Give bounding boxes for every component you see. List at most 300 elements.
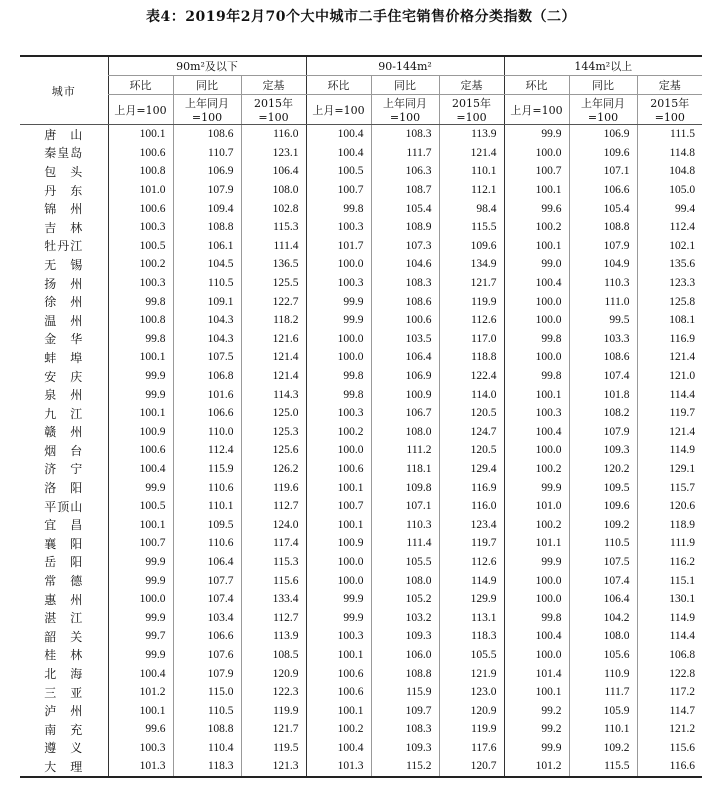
table-row bbox=[20, 757, 702, 777]
index-value: 116.0 bbox=[439, 497, 504, 516]
index-value: 115.7 bbox=[637, 478, 702, 497]
index-value: 99.9 bbox=[504, 125, 569, 144]
index-value: 109.3 bbox=[569, 441, 637, 460]
city-name: 牡丹江 bbox=[44, 239, 84, 254]
index-value: 100.0 bbox=[504, 292, 569, 311]
table-row bbox=[20, 274, 702, 293]
table-row bbox=[20, 627, 702, 646]
index-value: 115.6 bbox=[241, 571, 306, 590]
index-value: 100.0 bbox=[306, 553, 371, 572]
table-row bbox=[20, 497, 702, 516]
table-row bbox=[20, 515, 702, 534]
index-value: 123.3 bbox=[637, 274, 702, 293]
index-value: 100.0 bbox=[306, 571, 371, 590]
index-value: 100.2 bbox=[504, 460, 569, 479]
table-row bbox=[20, 144, 702, 163]
index-value: 99.0 bbox=[504, 255, 569, 274]
city-name: 襄 阳 bbox=[44, 536, 84, 551]
table-row bbox=[20, 292, 702, 311]
index-value: 107.3 bbox=[371, 237, 439, 256]
city-name: 唐 山 bbox=[44, 127, 84, 142]
index-value: 102.1 bbox=[637, 237, 702, 256]
index-value: 100.3 bbox=[306, 627, 371, 646]
index-value: 99.8 bbox=[306, 367, 371, 386]
city-name: 北 海 bbox=[44, 667, 84, 682]
index-value: 110.5 bbox=[569, 534, 637, 553]
index-value: 110.5 bbox=[173, 701, 241, 720]
index-value: 101.0 bbox=[504, 497, 569, 516]
index-value: 125.8 bbox=[637, 292, 702, 311]
city-name: 吉 林 bbox=[44, 220, 84, 235]
index-value: 99.9 bbox=[504, 739, 569, 758]
index-value: 123.4 bbox=[439, 515, 504, 534]
index-value: 114.0 bbox=[439, 385, 504, 404]
index-value: 99.8 bbox=[108, 330, 173, 349]
index-value: 115.0 bbox=[173, 683, 241, 702]
index-value: 108.8 bbox=[173, 218, 241, 237]
index-value: 100.8 bbox=[108, 162, 173, 181]
index-value: 110.5 bbox=[173, 274, 241, 293]
index-value: 99.9 bbox=[108, 646, 173, 665]
base-prev-year: 上年同月=100 bbox=[569, 95, 637, 125]
index-value: 100.5 bbox=[108, 497, 173, 516]
table-row bbox=[20, 311, 702, 330]
index-value: 100.0 bbox=[306, 348, 371, 367]
index-value: 99.9 bbox=[108, 367, 173, 386]
index-value: 110.6 bbox=[173, 534, 241, 553]
city-name: 温 州 bbox=[44, 313, 84, 328]
index-value: 99.9 bbox=[108, 608, 173, 627]
index-value: 119.9 bbox=[439, 292, 504, 311]
index-value: 99.6 bbox=[504, 199, 569, 218]
index-value: 105.2 bbox=[371, 590, 439, 609]
index-value: 99.8 bbox=[504, 608, 569, 627]
index-value: 107.6 bbox=[173, 646, 241, 665]
index-value: 99.8 bbox=[504, 367, 569, 386]
base-2015: 2015年=100 bbox=[637, 95, 702, 125]
index-value: 105.4 bbox=[371, 199, 439, 218]
index-value: 114.9 bbox=[637, 608, 702, 627]
index-value: 100.5 bbox=[108, 237, 173, 256]
index-value: 106.4 bbox=[371, 348, 439, 367]
index-value: 101.1 bbox=[504, 534, 569, 553]
index-value: 112.6 bbox=[439, 553, 504, 572]
table-row bbox=[20, 348, 702, 367]
index-value: 101.6 bbox=[173, 385, 241, 404]
index-value: 101.3 bbox=[306, 757, 371, 777]
index-value: 108.0 bbox=[241, 181, 306, 200]
index-value: 106.4 bbox=[173, 553, 241, 572]
index-value: 110.3 bbox=[371, 515, 439, 534]
index-value: 106.7 bbox=[371, 404, 439, 423]
index-value: 121.7 bbox=[241, 720, 306, 739]
metric-mom: 环比 bbox=[504, 76, 569, 95]
table-row bbox=[20, 199, 702, 218]
index-value: 108.6 bbox=[173, 125, 241, 144]
index-value: 100.4 bbox=[108, 460, 173, 479]
index-value: 108.6 bbox=[371, 292, 439, 311]
index-value: 100.4 bbox=[306, 125, 371, 144]
index-value: 119.7 bbox=[439, 534, 504, 553]
table-row bbox=[20, 162, 702, 181]
index-value: 106.1 bbox=[173, 237, 241, 256]
index-value: 105.0 bbox=[637, 181, 702, 200]
city-name: 锦 州 bbox=[44, 202, 84, 217]
index-value: 110.4 bbox=[173, 739, 241, 758]
city-name: 徐 州 bbox=[44, 295, 84, 310]
index-value: 111.9 bbox=[637, 534, 702, 553]
index-value: 99.7 bbox=[108, 627, 173, 646]
index-value: 110.3 bbox=[569, 274, 637, 293]
table-row bbox=[20, 608, 702, 627]
index-value: 113.1 bbox=[439, 608, 504, 627]
index-value: 99.9 bbox=[504, 478, 569, 497]
index-value: 100.1 bbox=[306, 701, 371, 720]
index-value: 116.9 bbox=[637, 330, 702, 349]
price-index-table bbox=[20, 55, 702, 778]
index-value: 101.8 bbox=[569, 385, 637, 404]
index-value: 100.4 bbox=[504, 627, 569, 646]
index-value: 100.7 bbox=[306, 497, 371, 516]
index-value: 116.2 bbox=[637, 553, 702, 572]
index-value: 105.5 bbox=[439, 646, 504, 665]
city-name: 秦皇岛 bbox=[44, 146, 84, 161]
index-value: 106.4 bbox=[569, 590, 637, 609]
index-value: 100.0 bbox=[504, 590, 569, 609]
index-value: 114.8 bbox=[637, 144, 702, 163]
index-value: 106.9 bbox=[569, 125, 637, 144]
index-value: 106.4 bbox=[241, 162, 306, 181]
city-name: 泉 州 bbox=[44, 388, 84, 403]
table-row bbox=[20, 571, 702, 590]
index-value: 101.2 bbox=[504, 757, 569, 777]
index-value: 120.6 bbox=[637, 497, 702, 516]
index-value: 100.3 bbox=[306, 218, 371, 237]
index-value: 101.4 bbox=[504, 664, 569, 683]
index-value: 120.5 bbox=[439, 404, 504, 423]
city-name: 湛 江 bbox=[44, 611, 84, 626]
group-header-medium: 90-144m² bbox=[306, 56, 504, 76]
table-row bbox=[20, 125, 702, 144]
index-value: 109.2 bbox=[569, 515, 637, 534]
table-row bbox=[20, 478, 702, 497]
index-value: 108.8 bbox=[173, 720, 241, 739]
index-value: 100.4 bbox=[306, 144, 371, 163]
index-value: 99.9 bbox=[306, 608, 371, 627]
table-row bbox=[20, 441, 702, 460]
index-value: 110.9 bbox=[569, 664, 637, 683]
index-value: 100.3 bbox=[306, 274, 371, 293]
table-body bbox=[20, 125, 702, 777]
index-value: 100.0 bbox=[306, 330, 371, 349]
index-value: 104.6 bbox=[371, 255, 439, 274]
index-value: 107.1 bbox=[569, 162, 637, 181]
index-value: 114.4 bbox=[637, 627, 702, 646]
index-value: 125.5 bbox=[241, 274, 306, 293]
index-value: 135.6 bbox=[637, 255, 702, 274]
index-value: 100.6 bbox=[371, 311, 439, 330]
index-value: 108.0 bbox=[371, 571, 439, 590]
table-row bbox=[20, 460, 702, 479]
index-value: 106.3 bbox=[371, 162, 439, 181]
index-value: 121.7 bbox=[439, 274, 504, 293]
index-value: 119.9 bbox=[241, 701, 306, 720]
index-value: 112.1 bbox=[439, 181, 504, 200]
index-value: 121.4 bbox=[241, 348, 306, 367]
index-value: 108.0 bbox=[371, 423, 439, 442]
index-value: 100.6 bbox=[306, 664, 371, 683]
index-value: 100.3 bbox=[108, 739, 173, 758]
index-value: 115.3 bbox=[241, 218, 306, 237]
index-value: 109.5 bbox=[173, 515, 241, 534]
index-value: 100.2 bbox=[504, 515, 569, 534]
index-value: 103.2 bbox=[371, 608, 439, 627]
index-value: 100.0 bbox=[108, 590, 173, 609]
index-value: 111.2 bbox=[371, 441, 439, 460]
index-value: 104.8 bbox=[637, 162, 702, 181]
index-value: 125.6 bbox=[241, 441, 306, 460]
index-value: 108.8 bbox=[569, 218, 637, 237]
index-value: 99.8 bbox=[306, 199, 371, 218]
table-row bbox=[20, 367, 702, 386]
index-value: 100.2 bbox=[306, 423, 371, 442]
index-value: 124.0 bbox=[241, 515, 306, 534]
index-value: 100.1 bbox=[504, 237, 569, 256]
index-value: 113.9 bbox=[439, 125, 504, 144]
index-value: 121.6 bbox=[241, 330, 306, 349]
index-value: 100.6 bbox=[108, 144, 173, 163]
index-value: 107.5 bbox=[173, 348, 241, 367]
index-value: 110.6 bbox=[173, 478, 241, 497]
table-row bbox=[20, 255, 702, 274]
table-row bbox=[20, 237, 702, 256]
index-value: 107.9 bbox=[173, 181, 241, 200]
index-value: 110.1 bbox=[173, 497, 241, 516]
index-value: 109.3 bbox=[371, 627, 439, 646]
index-value: 99.9 bbox=[306, 590, 371, 609]
index-value: 100.4 bbox=[504, 274, 569, 293]
index-value: 101.2 bbox=[108, 683, 173, 702]
index-value: 115.9 bbox=[173, 460, 241, 479]
index-value: 118.9 bbox=[637, 515, 702, 534]
index-value: 99.9 bbox=[108, 478, 173, 497]
table-row bbox=[20, 553, 702, 572]
index-value: 113.9 bbox=[241, 627, 306, 646]
index-value: 121.4 bbox=[439, 144, 504, 163]
index-value: 118.2 bbox=[241, 311, 306, 330]
index-value: 108.6 bbox=[569, 348, 637, 367]
index-value: 123.1 bbox=[241, 144, 306, 163]
city-name: 包 头 bbox=[44, 164, 84, 179]
table-row bbox=[20, 181, 702, 200]
index-value: 108.1 bbox=[637, 311, 702, 330]
city-name: 泸 州 bbox=[44, 704, 84, 719]
index-value: 108.9 bbox=[371, 218, 439, 237]
base-prev-month: 上月=100 bbox=[504, 95, 569, 125]
index-value: 106.6 bbox=[569, 181, 637, 200]
index-value: 118.3 bbox=[173, 757, 241, 777]
index-value: 120.7 bbox=[439, 757, 504, 777]
index-value: 100.2 bbox=[108, 255, 173, 274]
index-value: 99.5 bbox=[569, 311, 637, 330]
index-value: 100.1 bbox=[108, 348, 173, 367]
table-title: 表4：2019年2月70个大中城市二手住宅销售价格分类指数（二） bbox=[146, 9, 576, 25]
index-value: 110.1 bbox=[439, 162, 504, 181]
city-name: 南 充 bbox=[44, 722, 84, 737]
metric-mom: 环比 bbox=[306, 76, 371, 95]
index-value: 99.9 bbox=[108, 385, 173, 404]
index-value: 120.9 bbox=[439, 701, 504, 720]
index-value: 100.9 bbox=[306, 534, 371, 553]
index-value: 108.0 bbox=[569, 627, 637, 646]
table-row bbox=[20, 404, 702, 423]
metric-fixed-base: 定基 bbox=[439, 76, 504, 95]
metric-yoy: 同比 bbox=[371, 76, 439, 95]
base-prev-year: 上年同月=100 bbox=[173, 95, 241, 125]
index-value: 107.4 bbox=[569, 571, 637, 590]
index-value: 99.8 bbox=[504, 330, 569, 349]
index-value: 100.6 bbox=[306, 683, 371, 702]
index-value: 103.4 bbox=[173, 608, 241, 627]
index-value: 104.5 bbox=[173, 255, 241, 274]
index-value: 109.4 bbox=[173, 199, 241, 218]
index-value: 111.4 bbox=[371, 534, 439, 553]
index-value: 118.8 bbox=[439, 348, 504, 367]
index-value: 99.2 bbox=[504, 701, 569, 720]
index-value: 110.0 bbox=[173, 423, 241, 442]
city-name: 烟 台 bbox=[44, 443, 84, 458]
index-value: 99.9 bbox=[108, 553, 173, 572]
index-value: 129.4 bbox=[439, 460, 504, 479]
index-value: 107.5 bbox=[569, 553, 637, 572]
index-value: 122.3 bbox=[241, 683, 306, 702]
city-name: 平顶山 bbox=[44, 499, 84, 514]
table-row bbox=[20, 664, 702, 683]
city-name: 三 亚 bbox=[44, 685, 84, 700]
index-value: 119.6 bbox=[241, 478, 306, 497]
index-value: 109.6 bbox=[569, 144, 637, 163]
index-value: 101.3 bbox=[108, 757, 173, 777]
index-value: 99.9 bbox=[306, 311, 371, 330]
index-value: 129.9 bbox=[439, 590, 504, 609]
index-value: 104.2 bbox=[569, 608, 637, 627]
table-row bbox=[20, 534, 702, 553]
index-value: 119.7 bbox=[637, 404, 702, 423]
index-value: 107.4 bbox=[173, 590, 241, 609]
city-name: 常 德 bbox=[44, 574, 84, 589]
index-value: 108.3 bbox=[371, 125, 439, 144]
index-value: 115.2 bbox=[371, 757, 439, 777]
index-value: 103.3 bbox=[569, 330, 637, 349]
table-row bbox=[20, 646, 702, 665]
index-value: 100.2 bbox=[306, 720, 371, 739]
index-value: 100.9 bbox=[108, 423, 173, 442]
index-value: 112.7 bbox=[241, 497, 306, 516]
index-value: 107.1 bbox=[371, 497, 439, 516]
metric-fixed-base: 定基 bbox=[241, 76, 306, 95]
index-value: 100.1 bbox=[306, 646, 371, 665]
city-name: 安 庆 bbox=[44, 369, 84, 384]
index-value: 122.4 bbox=[439, 367, 504, 386]
index-value: 106.8 bbox=[637, 646, 702, 665]
index-value: 125.3 bbox=[241, 423, 306, 442]
index-value: 100.7 bbox=[504, 162, 569, 181]
city-name: 无 锡 bbox=[44, 257, 84, 272]
index-value: 108.7 bbox=[371, 181, 439, 200]
index-value: 125.0 bbox=[241, 404, 306, 423]
index-value: 99.2 bbox=[504, 720, 569, 739]
index-value: 100.1 bbox=[504, 181, 569, 200]
index-value: 120.5 bbox=[439, 441, 504, 460]
index-value: 100.0 bbox=[504, 646, 569, 665]
index-value: 116.0 bbox=[241, 125, 306, 144]
index-value: 109.7 bbox=[371, 701, 439, 720]
index-value: 122.8 bbox=[637, 664, 702, 683]
index-value: 111.7 bbox=[371, 144, 439, 163]
base-2015: 2015年=100 bbox=[439, 95, 504, 125]
base-prev-month: 上月=100 bbox=[108, 95, 173, 125]
index-value: 106.0 bbox=[371, 646, 439, 665]
index-value: 117.0 bbox=[439, 330, 504, 349]
index-value: 102.8 bbox=[241, 199, 306, 218]
index-value: 107.9 bbox=[569, 423, 637, 442]
index-value: 109.6 bbox=[569, 497, 637, 516]
index-value: 109.2 bbox=[569, 739, 637, 758]
index-value: 100.3 bbox=[504, 404, 569, 423]
index-value: 136.5 bbox=[241, 255, 306, 274]
table-row bbox=[20, 701, 702, 720]
city-column-header: 城市 bbox=[20, 56, 108, 125]
index-value: 100.7 bbox=[306, 181, 371, 200]
index-value: 100.5 bbox=[306, 162, 371, 181]
index-value: 108.8 bbox=[371, 664, 439, 683]
index-value: 116.9 bbox=[439, 478, 504, 497]
index-value: 104.9 bbox=[569, 255, 637, 274]
metric-yoy: 同比 bbox=[173, 76, 241, 95]
base-2015: 2015年=100 bbox=[241, 95, 306, 125]
index-value: 100.3 bbox=[108, 274, 173, 293]
index-value: 105.9 bbox=[569, 701, 637, 720]
index-value: 104.3 bbox=[173, 330, 241, 349]
index-value: 100.4 bbox=[504, 423, 569, 442]
index-value: 114.9 bbox=[439, 571, 504, 590]
index-value: 100.0 bbox=[504, 441, 569, 460]
index-value: 100.7 bbox=[108, 534, 173, 553]
index-value: 99.9 bbox=[306, 292, 371, 311]
index-value: 115.9 bbox=[371, 683, 439, 702]
index-value: 100.1 bbox=[306, 478, 371, 497]
index-value: 111.4 bbox=[241, 237, 306, 256]
index-value: 119.9 bbox=[439, 720, 504, 739]
city-name: 大 理 bbox=[20, 757, 108, 777]
table-row bbox=[20, 423, 702, 442]
index-value: 107.4 bbox=[569, 367, 637, 386]
index-value: 110.1 bbox=[569, 720, 637, 739]
city-name: 洛 阳 bbox=[44, 481, 84, 496]
index-value: 115.3 bbox=[241, 553, 306, 572]
index-value: 112.7 bbox=[241, 608, 306, 627]
index-value: 109.8 bbox=[371, 478, 439, 497]
index-value: 108.3 bbox=[371, 720, 439, 739]
table-row bbox=[20, 385, 702, 404]
group-header-large: 144m²以上 bbox=[504, 56, 702, 76]
index-value: 109.3 bbox=[371, 739, 439, 758]
index-value: 106.6 bbox=[173, 627, 241, 646]
index-value: 114.4 bbox=[637, 385, 702, 404]
city-name: 丹 东 bbox=[44, 183, 84, 198]
index-value: 123.0 bbox=[439, 683, 504, 702]
index-value: 129.1 bbox=[637, 460, 702, 479]
